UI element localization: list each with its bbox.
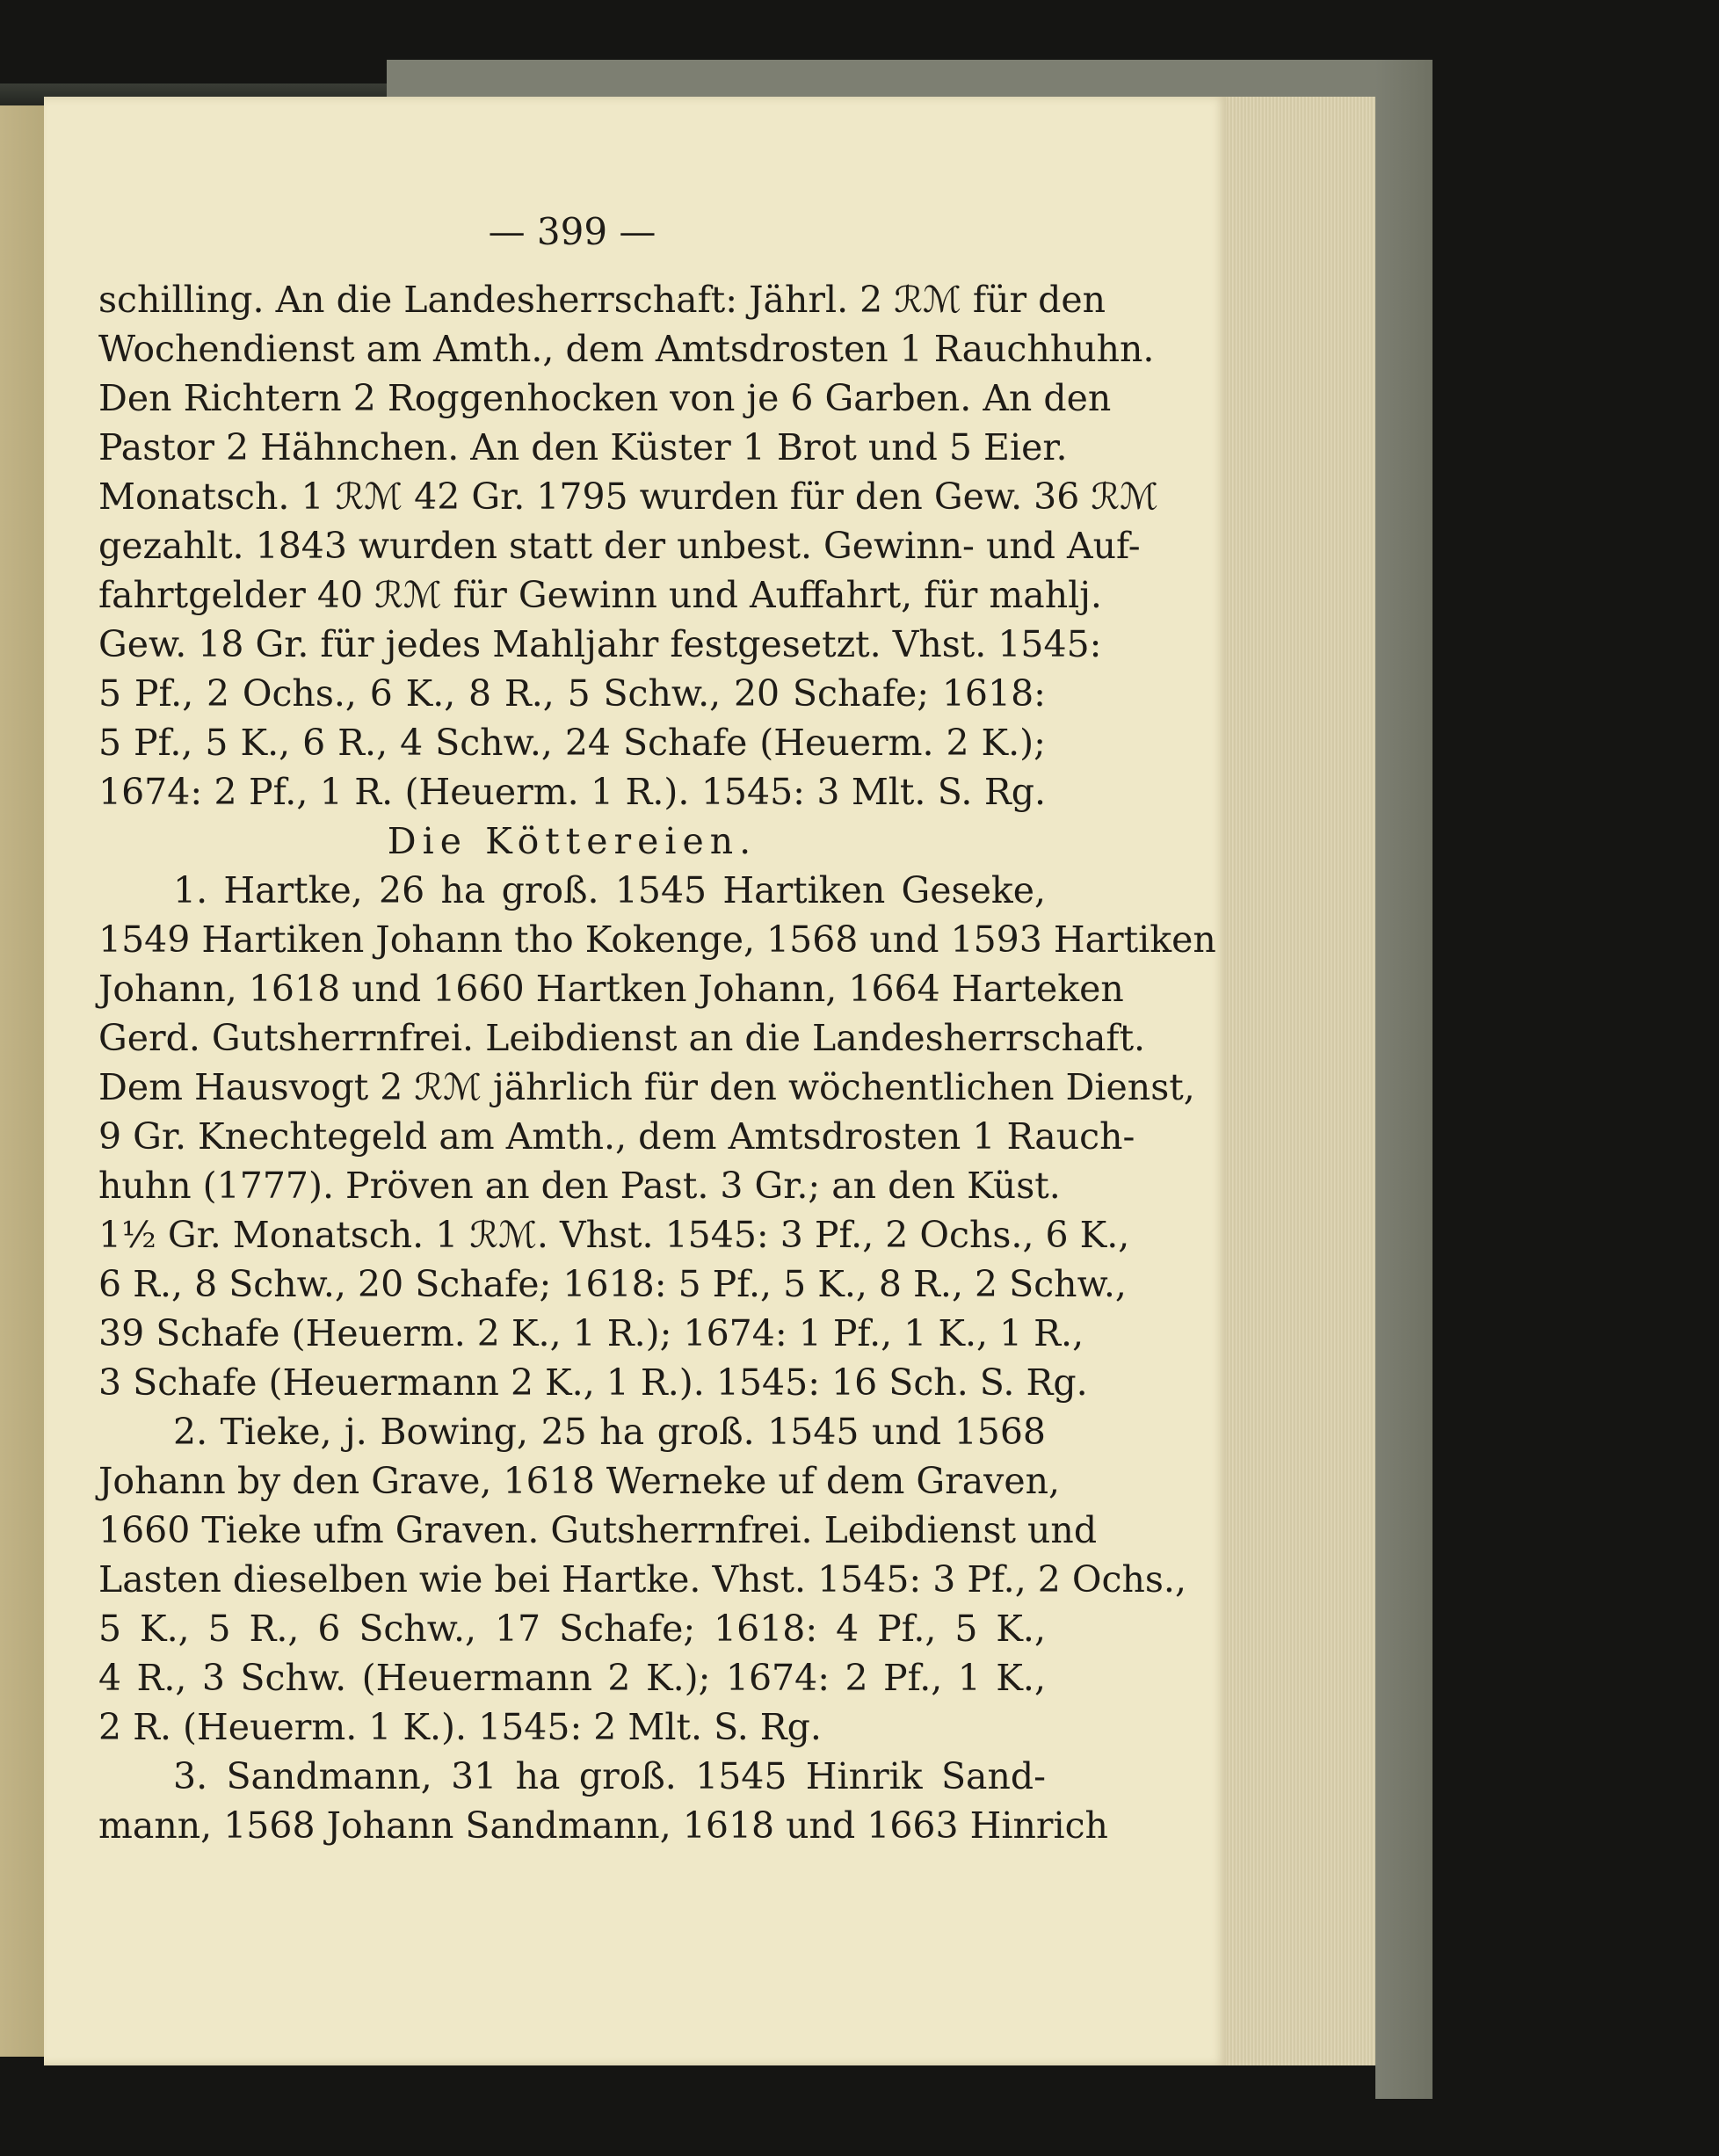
text-line: 9 Gr. Knechtegeld am Amth., dem Amtsdrosten 1 Rauch- <box>98 1115 1135 1158</box>
text-line: 1674: 2 Pf., 1 R. (Heuerm. 1 R.). 1545: 3 Mlt. S. Rg. <box>98 771 1046 813</box>
text-line: huhn (1777). Pröven an den Past. 3 Gr.; an den Küst. <box>98 1165 1061 1207</box>
text-line: 39 Schafe (Heuerm. 2 K., 1 R.); 1674: 1 Pf., 1 K., 1 R., <box>98 1312 1084 1354</box>
text-line: Gerd. Gutsherrnfrei. Leibdienst an die Landesherrschaft. <box>98 1017 1146 1059</box>
text-line: 3. Sandmann, 31 ha groß. 1545 Hinrik Sand- <box>173 1755 1046 1797</box>
text-line: 3 Schafe (Heuermann 2 K., 1 R.). 1545: 16 Sch. S. Rg. <box>98 1361 1088 1404</box>
text-line: Monatsch. 1 ℛℳ 42 Gr. 1795 wurden für den Gew. 36 ℛℳ <box>98 475 1158 518</box>
book-cover-right <box>1375 60 1432 2099</box>
text-line: Lasten dieselben wie bei Hartke. Vhst. 1545: 3 Pf., 2 Ochs., <box>98 1558 1186 1601</box>
text-line: 6 R., 8 Schw., 20 Schafe; 1618: 5 Pf., 5 K., 8 R., 2 Schw., <box>98 1263 1127 1305</box>
page-stack-edge <box>1226 97 1375 2065</box>
text-line: 2. Tieke, j. Bowing, 25 ha groß. 1545 und 1568 <box>173 1411 1046 1453</box>
section-heading: Die Köttereien. <box>387 820 758 862</box>
text-line: 1660 Tieke ufm Graven. Gutsherrnfrei. Leibdienst und <box>98 1509 1098 1551</box>
text-line: 5 K., 5 R., 6 Schw., 17 Schafe; 1618: 4 Pf., 5 K., <box>98 1608 1046 1650</box>
text-line: Gew. 18 Gr. für jedes Mahljahr festgesetzt. Vhst. 1545: <box>98 623 1102 665</box>
facing-page-edge <box>0 105 44 2057</box>
text-line: Den Richtern 2 Roggenhocken von je 6 Garben. An den <box>98 377 1112 419</box>
text-line: 1. Hartke, 26 ha groß. 1545 Hartiken Geseke, <box>173 869 1046 911</box>
text-line: 1½ Gr. Monatsch. 1 ℛℳ. Vhst. 1545: 3 Pf., 2 Ochs., 6 K., <box>98 1214 1130 1256</box>
text-line: 2 R. (Heuerm. 1 K.). 1545: 2 Mlt. S. Rg. <box>98 1706 822 1748</box>
text-line: mann, 1568 Johann Sandmann, 1618 und 1663 Hinrich <box>98 1804 1108 1847</box>
text-line: 1549 Hartiken Johann tho Kokenge, 1568 und 1593 Hartiken <box>98 918 1216 961</box>
text-line: 4 R., 3 Schw. (Heuermann 2 K.); 1674: 2 Pf., 1 K., <box>98 1657 1046 1699</box>
text-line: 5 Pf., 2 Ochs., 6 K., 8 R., 5 Schw., 20 Schafe; 1618: <box>98 672 1046 715</box>
text-line: Wochendienst am Amth., dem Amtsdrosten 1 Rauchhuhn. <box>98 328 1155 370</box>
page-text <box>98 198 1216 1850</box>
text-line: schilling. An die Landesherrschaft: Jährl. 2 ℛℳ für den <box>98 279 1106 321</box>
text-line: gezahlt. 1843 wurden statt der unbest. Gewinn- und Auf- <box>98 525 1141 567</box>
text-line: fahrtgelder 40 ℛℳ für Gewinn und Auffahrt, für mahlj. <box>98 574 1102 616</box>
text-line: Pastor 2 Hähnchen. An den Küster 1 Brot und 5 Eier. <box>98 426 1068 468</box>
text-line: Dem Hausvogt 2 ℛℳ jährlich für den wöchentlichen Dienst, <box>98 1066 1195 1108</box>
text-line: Johann, 1618 und 1660 Hartken Johann, 1664 Harteken <box>98 968 1124 1010</box>
text-line: 5 Pf., 5 K., 6 R., 4 Schw., 24 Schafe (Heuerm. 2 K.); <box>98 722 1046 764</box>
page-number: — 399 — <box>488 210 656 253</box>
text-line: Johann by den Grave, 1618 Werneke uf dem Graven, <box>98 1460 1061 1502</box>
